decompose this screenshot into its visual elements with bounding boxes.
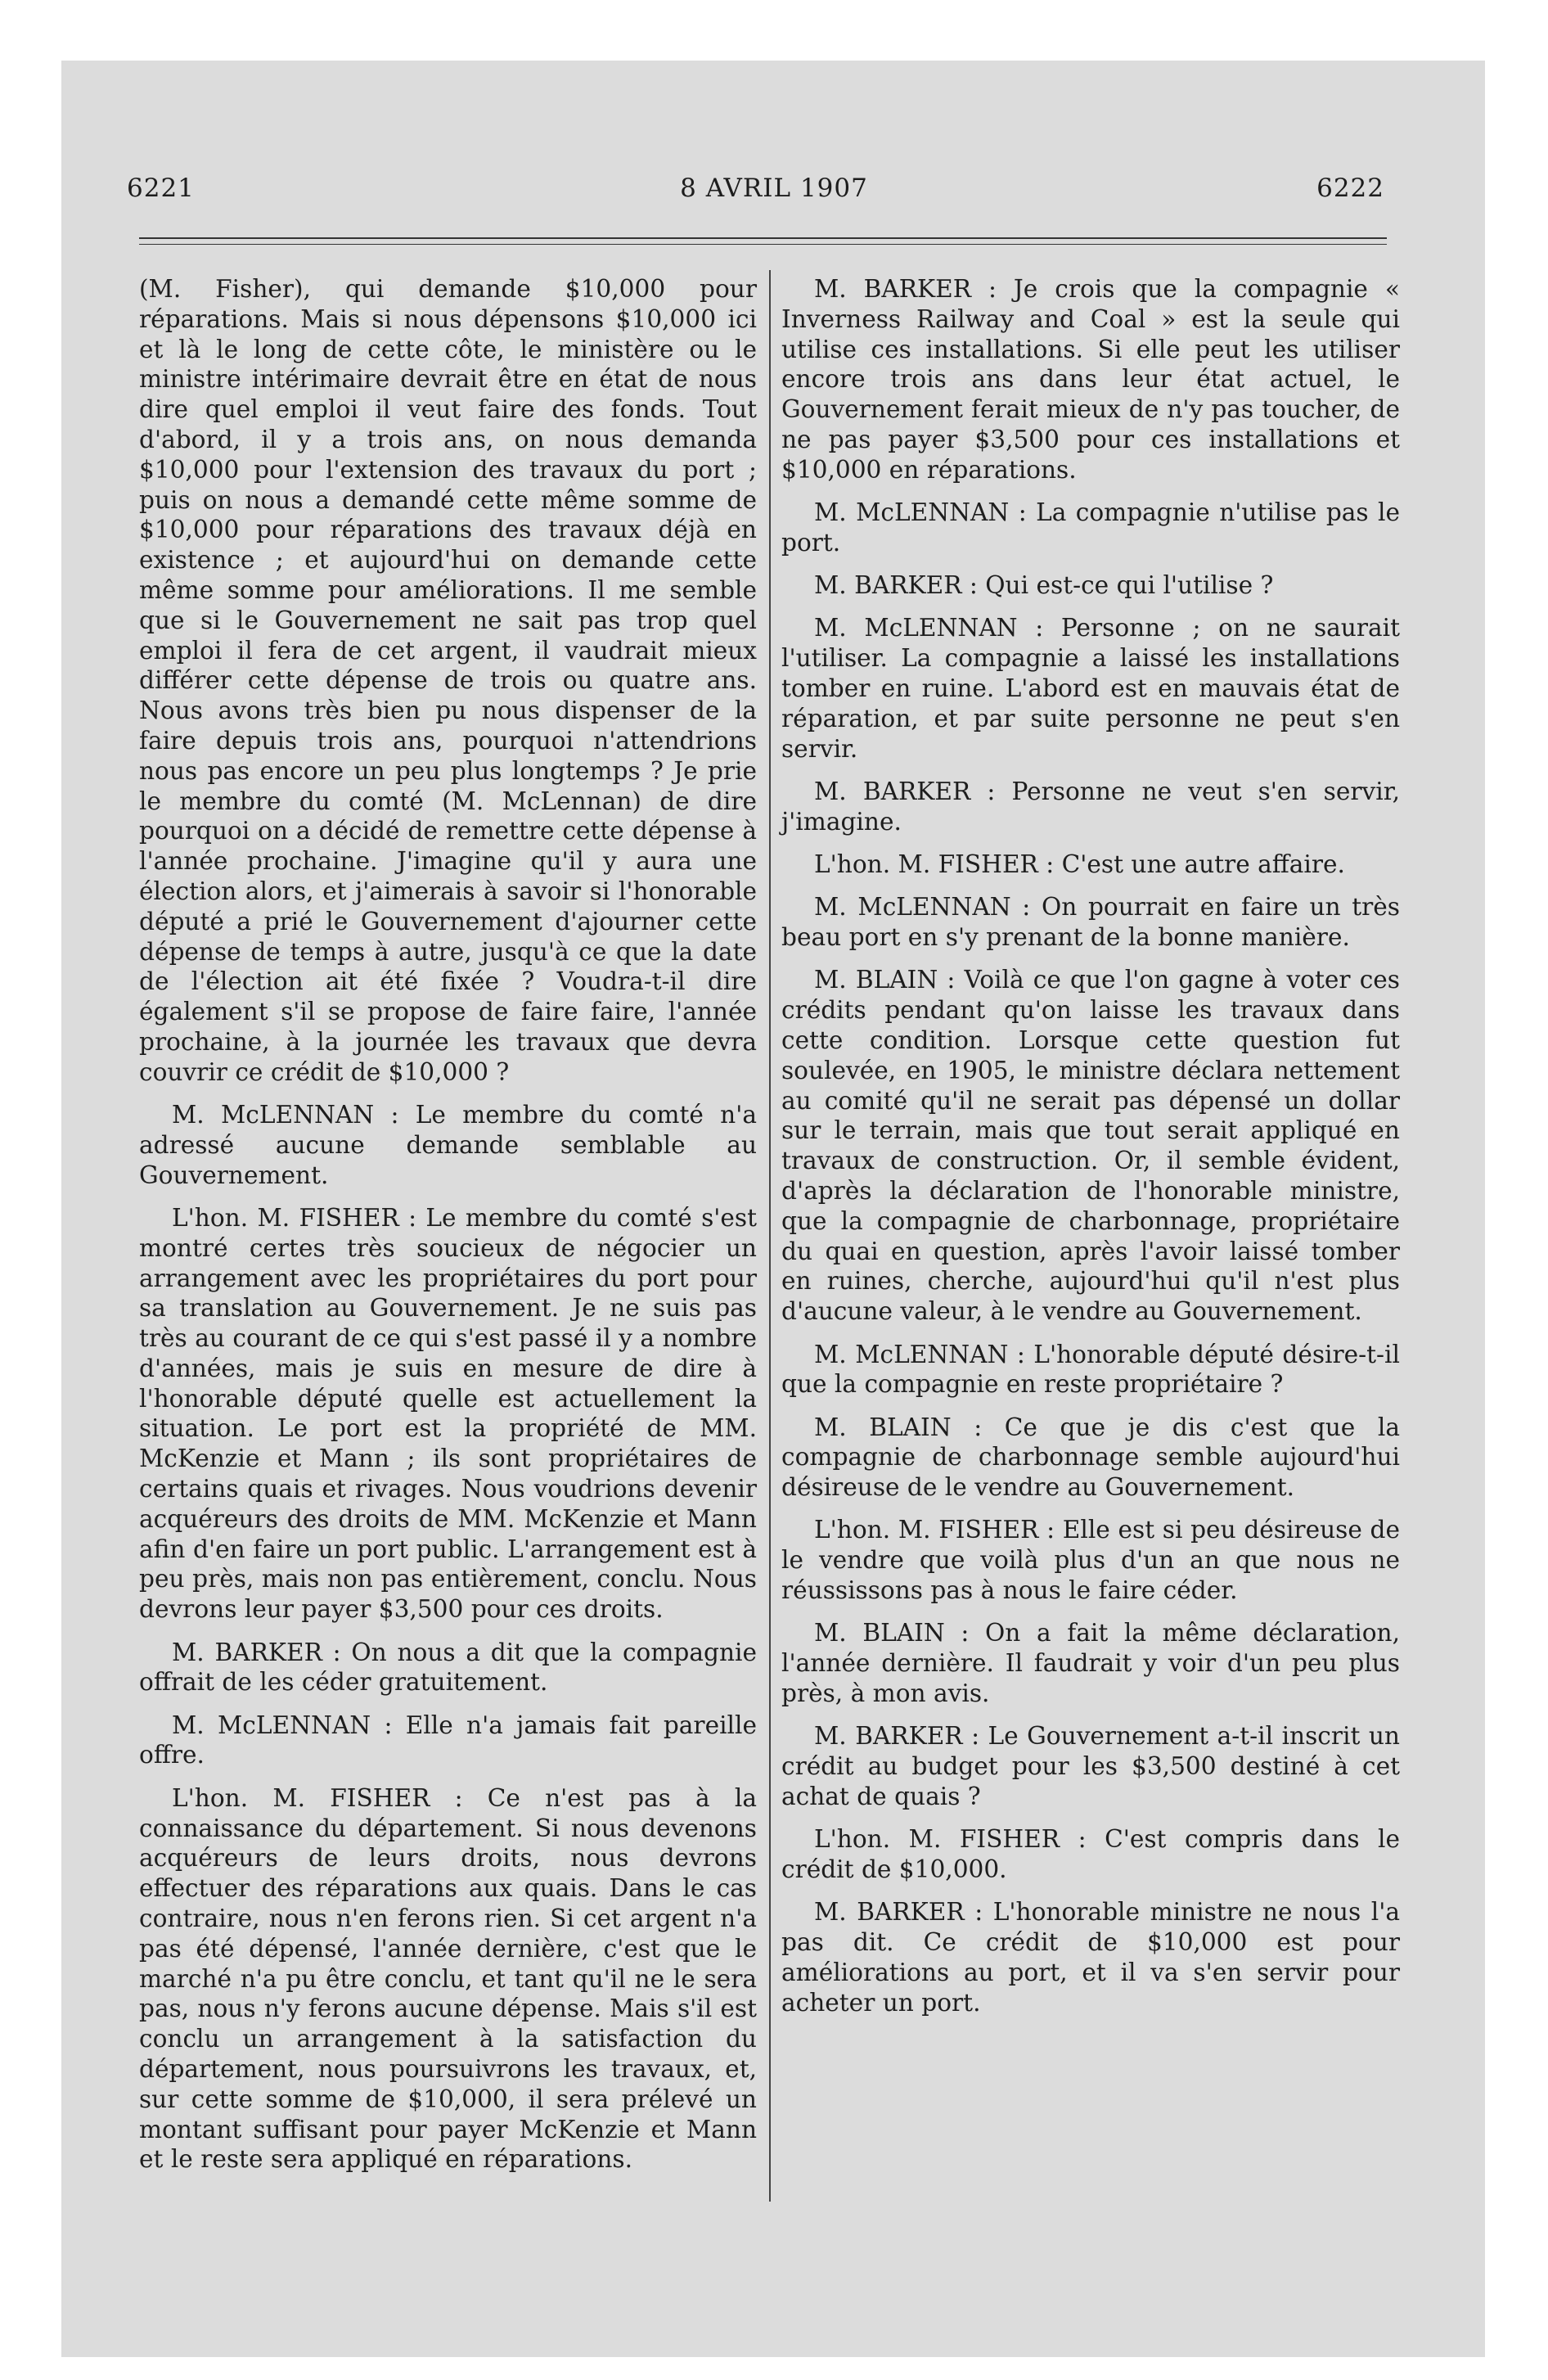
paragraph: M. BARKER : Personne ne veut s'en servir, j'imagine. <box>781 777 1400 836</box>
paragraph: (M. Fisher), qui demande $10,000 pour réparations. Mais si nous dépensons $10,000 ici et là le long de cette côte, le ministère ou le ministre intérimaire devrait être en état de nous dire quel emploi il veut faire des fonds. Tout d'abord, il y a trois ans, on nous demanda $10,000 pour l'extension des travaux du port ; puis on nous a demandé cette même somme de $10,000 pour réparations des travaux déjà en existence ; et aujourd'hui on demande cette même somme pour améliorations. Il me semble que si le Gouvernement ne sait pas trop quel emploi il fera de cet argent, il vaudrait mieux différer cette dépense de trois ou quatre ans. Nous avons très bien pu nous dispenser de la faire depuis trois ans, pourquoi n'attendrions nous pas encore un peu plus longtemps ? Je prie le membre du comté (M. McLennan) de dire pourquoi on a décidé de remettre cette dépense à l'année prochaine. J'imagine qu'il y aura une élection alors, et j'aimerais à savoir si l'honorable député a prié le Gouvernement d'ajourner cette dépense de temps à autre, jusqu'à ce que la date de l'élection ait été fixée ? Voudra-t-il dire également s'il se propose de faire faire, l'année prochaine, à la journée les travaux que devra couvrir ce crédit de $10,000 ? <box>139 275 757 1086</box>
paragraph: M. BLAIN : Voilà ce que l'on gagne à voter ces crédits pendant qu'on laisse les travaux dans cette condition. Lorsque cette question fut soulevée, en 1905, le ministre déclara nettement au comité qu'il ne serait pas dépensé un dollar sur le terrain, mais que tout serait appliqué en travaux de construction. Or, il semble évident, d'après la déclaration de l'honorable ministre, que la compagnie de charbonnage, propriétaire du quai en question, après l'avoir laissé tomber en ruines, cherche, aujourd'hui qu'il n'est plus d'aucune valeur, à le vendre au Gouvernement. <box>781 966 1400 1326</box>
paragraph: L'hon. M. FISHER : C'est une autre affaire. <box>814 850 1345 879</box>
left-column <box>139 274 757 2188</box>
paragraph: M. BARKER : L'honorable ministre ne nous l'a pas dit. Ce crédit de $10,000 est pour améliorations au port, et il va s'en servir pour acheter un port. <box>781 1898 1400 2017</box>
paragraph: L'hon. M. FISHER : C'est compris dans le crédit de $10,000. <box>781 1825 1400 1883</box>
paragraph: M. BARKER : Qui est-ce qui l'utilise ? <box>814 571 1274 600</box>
paragraph: M. BARKER : Le Gouvernement a-t-il inscrit un crédit au budget pour les $3,500 destiné à cet achat de quais ? <box>781 1722 1400 1810</box>
paragraph: M. BARKER : Je crois que la compagnie « Inverness Railway and Coal » est la seule qui utilise ces installations. Si elle peut les utiliser encore trois ans dans leur état actuel, le Gouvernement ferait mieux de n'y pas toucher, de ne pas payer $3,500 pour ces installations et $10,000 en réparations. <box>781 275 1400 484</box>
paragraph: M. McLENNAN : Elle n'a jamais fait pareille offre. <box>139 1711 757 1769</box>
paragraph: M. McLENNAN : La compagnie n'utilise pas le port. <box>781 498 1400 557</box>
paragraph: L'hon. M. FISHER : Ce n'est pas à la connaissance du département. Si nous devenons acquéreurs de leurs droits, nous devrons effectuer des réparations aux quais. Dans le cas contraire, nous n'en ferons rien. Si cet argent n'a pas été dépensé, l'année dernière, c'est que le marché n'a pu être conclu, et tant qu'il ne le sera pas, nous n'y ferons aucune dépense. Mais s'il est conclu un arrangement à la satisfaction du département, nous poursuivrons les travaux, et, sur cette somme de $10,000, il sera prélevé un montant suffisant pour payer McKenzie et Mann et le reste sera appliqué en réparations. <box>139 1783 757 2174</box>
paragraph: M. McLENNAN : Personne ; on ne saurait l'utiliser. La compagnie a laissé les installations tomber en ruine. L'abord est en mauvais état de réparation, et par suite personne ne peut s'en servir. <box>781 614 1400 763</box>
header-rule-bottom <box>139 244 1387 245</box>
column-divider <box>769 270 771 2202</box>
page-number-right: 6222 <box>1316 174 1384 203</box>
right-column <box>781 274 1400 2031</box>
paragraph: M. McLENNAN : L'honorable député désire-t-il que la compagnie en reste propriétaire ? <box>781 1340 1400 1399</box>
page-number-left: 6221 <box>127 174 195 203</box>
paragraph: M. BARKER : On nous a dit que la compagnie offrait de les céder gratuitement. <box>139 1638 757 1697</box>
paragraph: M. BLAIN : On a fait la même déclaration, l'année dernière. Il faudrait y voir d'un peu plus près, à mon avis. <box>781 1619 1400 1707</box>
header-rule-top <box>139 237 1387 239</box>
page-date: 8 AVRIL 1907 <box>680 174 868 203</box>
paragraph: M. McLENNAN : Le membre du comté n'a adressé aucune demande semblable au Gouvernement. <box>139 1101 757 1189</box>
paragraph: L'hon. M. FISHER : Le membre du comté s'est montré certes très soucieux de négocier un arrangement avec les propriétaires du port pour sa translation au Gouvernement. Je ne suis pas très au courant de ce qui s'est passé il y a nombre d'années, mais je suis en mesure de dire à l'honorable député quelle est actuellement la situation. Le port est la propriété de MM. McKenzie et Mann ; ils sont propriétaires de certains quais et rivages. Nous voudrions devenir acquéreurs des droits de MM. McKenzie et Mann afin d'en faire un port public. L'arrangement est à peu près, mais non pas entièrement, conclu. Nous devrons leur payer $3,500 pour ces droits. <box>139 1203 757 1624</box>
paragraph: M. BLAIN : Ce que je dis c'est que la compagnie de charbonnage semble aujourd'hui désireuse de le vendre au Gouvernement. <box>781 1413 1400 1502</box>
paragraph: M. McLENNAN : On pourrait en faire un très beau port en s'y prenant de la bonne manière. <box>781 893 1400 952</box>
paragraph: L'hon. M. FISHER : Elle est si peu désireuse de le vendre que voilà plus d'un an que nous ne réussissons pas à nous le faire céder. <box>781 1516 1400 1605</box>
